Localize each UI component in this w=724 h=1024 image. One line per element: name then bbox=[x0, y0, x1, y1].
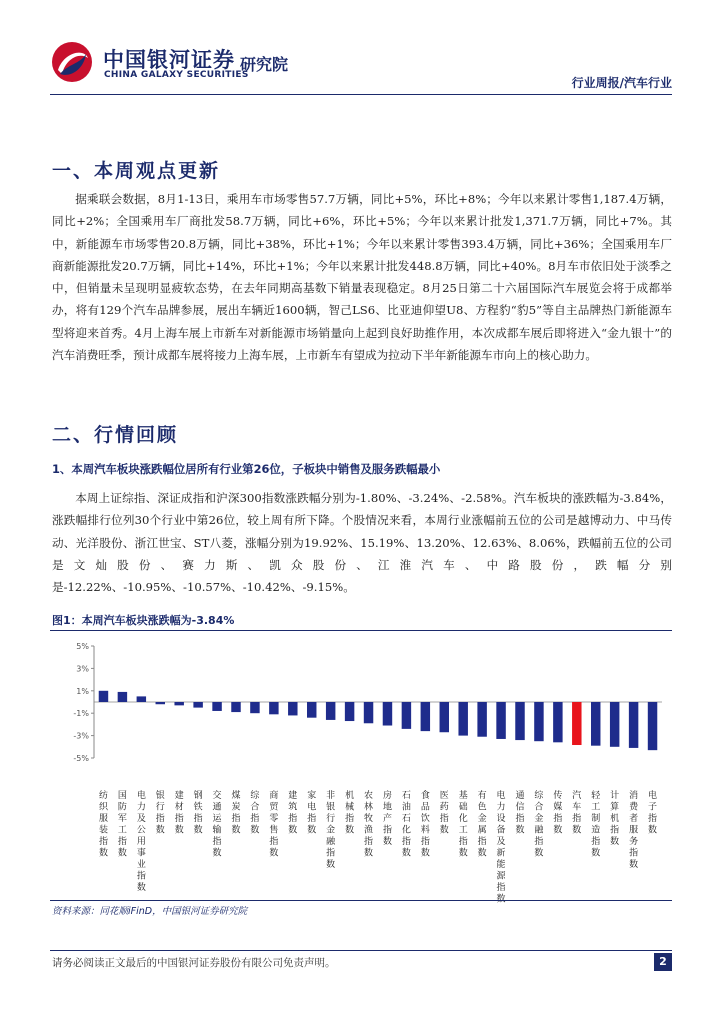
bar-26 bbox=[572, 702, 581, 745]
report-category: 行业周报/汽车行业 bbox=[571, 76, 672, 90]
bar-12 bbox=[307, 702, 316, 718]
bar-22 bbox=[496, 702, 505, 739]
x-tick-label: 电力设备及新能源指数 bbox=[496, 791, 506, 905]
section-title-market-review: 二、行情回顾 bbox=[52, 424, 179, 446]
x-tick-label: 房地产指数 bbox=[382, 791, 392, 847]
bar-10 bbox=[269, 702, 278, 714]
market-review-paragraph: 本周上证综指、深证成指和沪深300指数涨跌幅分别为-1.80%、-3.24%、-2.58%。汽车板块的涨跌幅为-3.84%，涨跌幅排行位列30个行业中第26位，较上周有所下降。个股情况来看，本周行业涨幅前五位的公司是越博动力、中马传动、光洋股份、浙江世宝、ST八菱，涨幅分别为19.92%、15.19%、13.20%、12.63%、8.06%，跌幅前五位的公司是文灿股份、赛力斯、凯众股份、江淮汽车、中路股份，跌幅分别是-12.22%、-10.95%、-10.57%、-10.42%、-9.15%。 bbox=[52, 491, 672, 595]
y-tick-label: -5% bbox=[73, 754, 89, 763]
y-tick-label: 5% bbox=[76, 642, 89, 651]
figure-source: 资料来源：同花顺iFinD，中国银河证券研究院 bbox=[52, 906, 248, 917]
section-title-views: 一、本周观点更新 bbox=[52, 160, 221, 182]
x-tick-label: 消费者服务指数 bbox=[629, 791, 639, 870]
institute-label: 研究院 bbox=[240, 55, 289, 74]
y-tick-label: -3% bbox=[73, 731, 89, 741]
x-tick-label: 基础化工指数 bbox=[458, 791, 468, 859]
industry-change-bar-chart bbox=[50, 634, 670, 905]
bar-18 bbox=[421, 702, 430, 731]
bar-7 bbox=[212, 702, 221, 711]
x-tick-label: 电子指数 bbox=[648, 791, 658, 836]
bar-21 bbox=[477, 702, 486, 737]
bar-27 bbox=[591, 702, 600, 746]
bar-13 bbox=[326, 702, 335, 720]
footer-disclaimer: 请务必阅读正文最后的中国银河证券股份有限公司免责声明。 bbox=[52, 957, 336, 969]
x-tick-label: 汽车指数 bbox=[572, 791, 582, 836]
bar-14 bbox=[345, 702, 354, 721]
x-tick-label: 交通运输指数 bbox=[212, 791, 222, 859]
bar-16 bbox=[383, 702, 392, 726]
figure-title: 图1：本周汽车板块涨跌幅为-3.84% bbox=[52, 614, 235, 627]
bar-8 bbox=[231, 702, 240, 712]
bar-19 bbox=[440, 702, 449, 732]
x-tick-label: 家电指数 bbox=[307, 791, 317, 836]
figure-top-divider bbox=[50, 630, 672, 631]
bar-4 bbox=[156, 702, 165, 704]
brand-name-cn: 中国银河证券 bbox=[103, 48, 235, 72]
x-tick-label: 纺织服装指数 bbox=[98, 791, 108, 859]
x-tick-label: 轻工制造指数 bbox=[591, 791, 601, 859]
bar-15 bbox=[364, 702, 373, 723]
x-tick-label: 电力及公用事业指数 bbox=[136, 791, 146, 893]
bar-30 bbox=[648, 702, 657, 750]
bar-20 bbox=[458, 702, 467, 736]
bar-28 bbox=[610, 702, 619, 747]
bar-25 bbox=[553, 702, 562, 742]
page-number: 2 bbox=[654, 953, 672, 971]
bar-3 bbox=[137, 696, 146, 702]
bar-6 bbox=[193, 702, 202, 708]
x-tick-label: 石油石化指数 bbox=[401, 791, 411, 859]
y-tick-label: -1% bbox=[73, 709, 89, 719]
x-tick-label: 银行指数 bbox=[155, 791, 165, 836]
bar-24 bbox=[534, 702, 543, 741]
bar-29 bbox=[629, 702, 638, 748]
x-tick-label: 建材指数 bbox=[174, 791, 184, 836]
bar-9 bbox=[250, 702, 259, 713]
x-tick-label: 商贸零售指数 bbox=[269, 791, 279, 859]
x-tick-label: 医药指数 bbox=[439, 791, 449, 836]
header-divider bbox=[50, 94, 672, 95]
y-tick-label: 3% bbox=[76, 664, 89, 674]
x-tick-label: 钢铁指数 bbox=[193, 791, 203, 836]
brand-name-en: CHINA GALAXY SECURITIES bbox=[104, 70, 249, 80]
x-tick-label: 通信指数 bbox=[515, 791, 525, 836]
bar-17 bbox=[402, 702, 411, 729]
x-tick-label: 国防军工指数 bbox=[117, 791, 127, 859]
bar-1 bbox=[99, 691, 108, 702]
x-tick-label: 有色金属指数 bbox=[477, 791, 487, 859]
bar-2 bbox=[118, 692, 127, 702]
x-tick-label: 机械指数 bbox=[345, 791, 355, 836]
views-paragraph: 据乘联会数据，8月1-13日，乘用车市场零售57.7万辆，同比+5%，环比+8%；今年以来累计零售1,187.4万辆，同比+2%；全国乘用车厂商批发58.7万辆，同比+6%，环比+5%；今年以来累计批发1,371.7万辆，同比+7%。其中，新能源车市场零售20.8万辆，同比+38%，环比+1%；今年以来累计零售393.4万辆，同比+36%；全国乘用车厂商新能源批发20.7万辆，同比+14%，环比+1%；今年以来累计批发448.8万辆，同比+40%。8月车市依旧处于淡季之中，但销量未呈现明显疲软态势，在去年同期高基数下销量表现稳定。8月25日第二十六届国际汽车展览会将于成都举办，将有129个汽车品牌参展，展出车辆近1600辆，智己LS6、比亚迪仰望U8、方程豹“豹5”等自主品牌热门新能源车型将迎来首秀。4月上海车展上市新车对新能源市场销量向上起到良好助推作用，本次成都车展后即将进入“金九银十”的汽车消费旺季，预计成都车展将接力上海车展，上市新车有望成为拉动下半年新能源车市向上的核心助力。 bbox=[52, 192, 672, 363]
galaxy-logo-icon bbox=[50, 40, 94, 84]
bar-11 bbox=[288, 702, 297, 715]
x-tick-label: 传媒指数 bbox=[553, 791, 563, 836]
x-tick-label: 煤炭指数 bbox=[231, 791, 241, 836]
x-tick-label: 综合指数 bbox=[250, 791, 260, 836]
x-tick-label: 食品饮料指数 bbox=[420, 791, 430, 859]
x-tick-label: 农林牧渔指数 bbox=[364, 791, 374, 859]
bar-5 bbox=[174, 702, 183, 705]
subheading-sector-ranking: 1、本周汽车板块涨跌幅位居所有行业第26位，子板块中销售及服务跌幅最小 bbox=[52, 462, 441, 476]
y-tick-label: 1% bbox=[76, 686, 89, 696]
x-tick-label: 非银行金融指数 bbox=[326, 791, 336, 870]
x-tick-label: 计算机指数 bbox=[610, 791, 620, 847]
footer-divider bbox=[50, 950, 672, 951]
x-tick-label: 建筑指数 bbox=[288, 791, 298, 836]
figure-bottom-divider bbox=[50, 900, 672, 901]
bar-23 bbox=[515, 702, 524, 740]
x-tick-label: 综合金融指数 bbox=[534, 791, 544, 859]
